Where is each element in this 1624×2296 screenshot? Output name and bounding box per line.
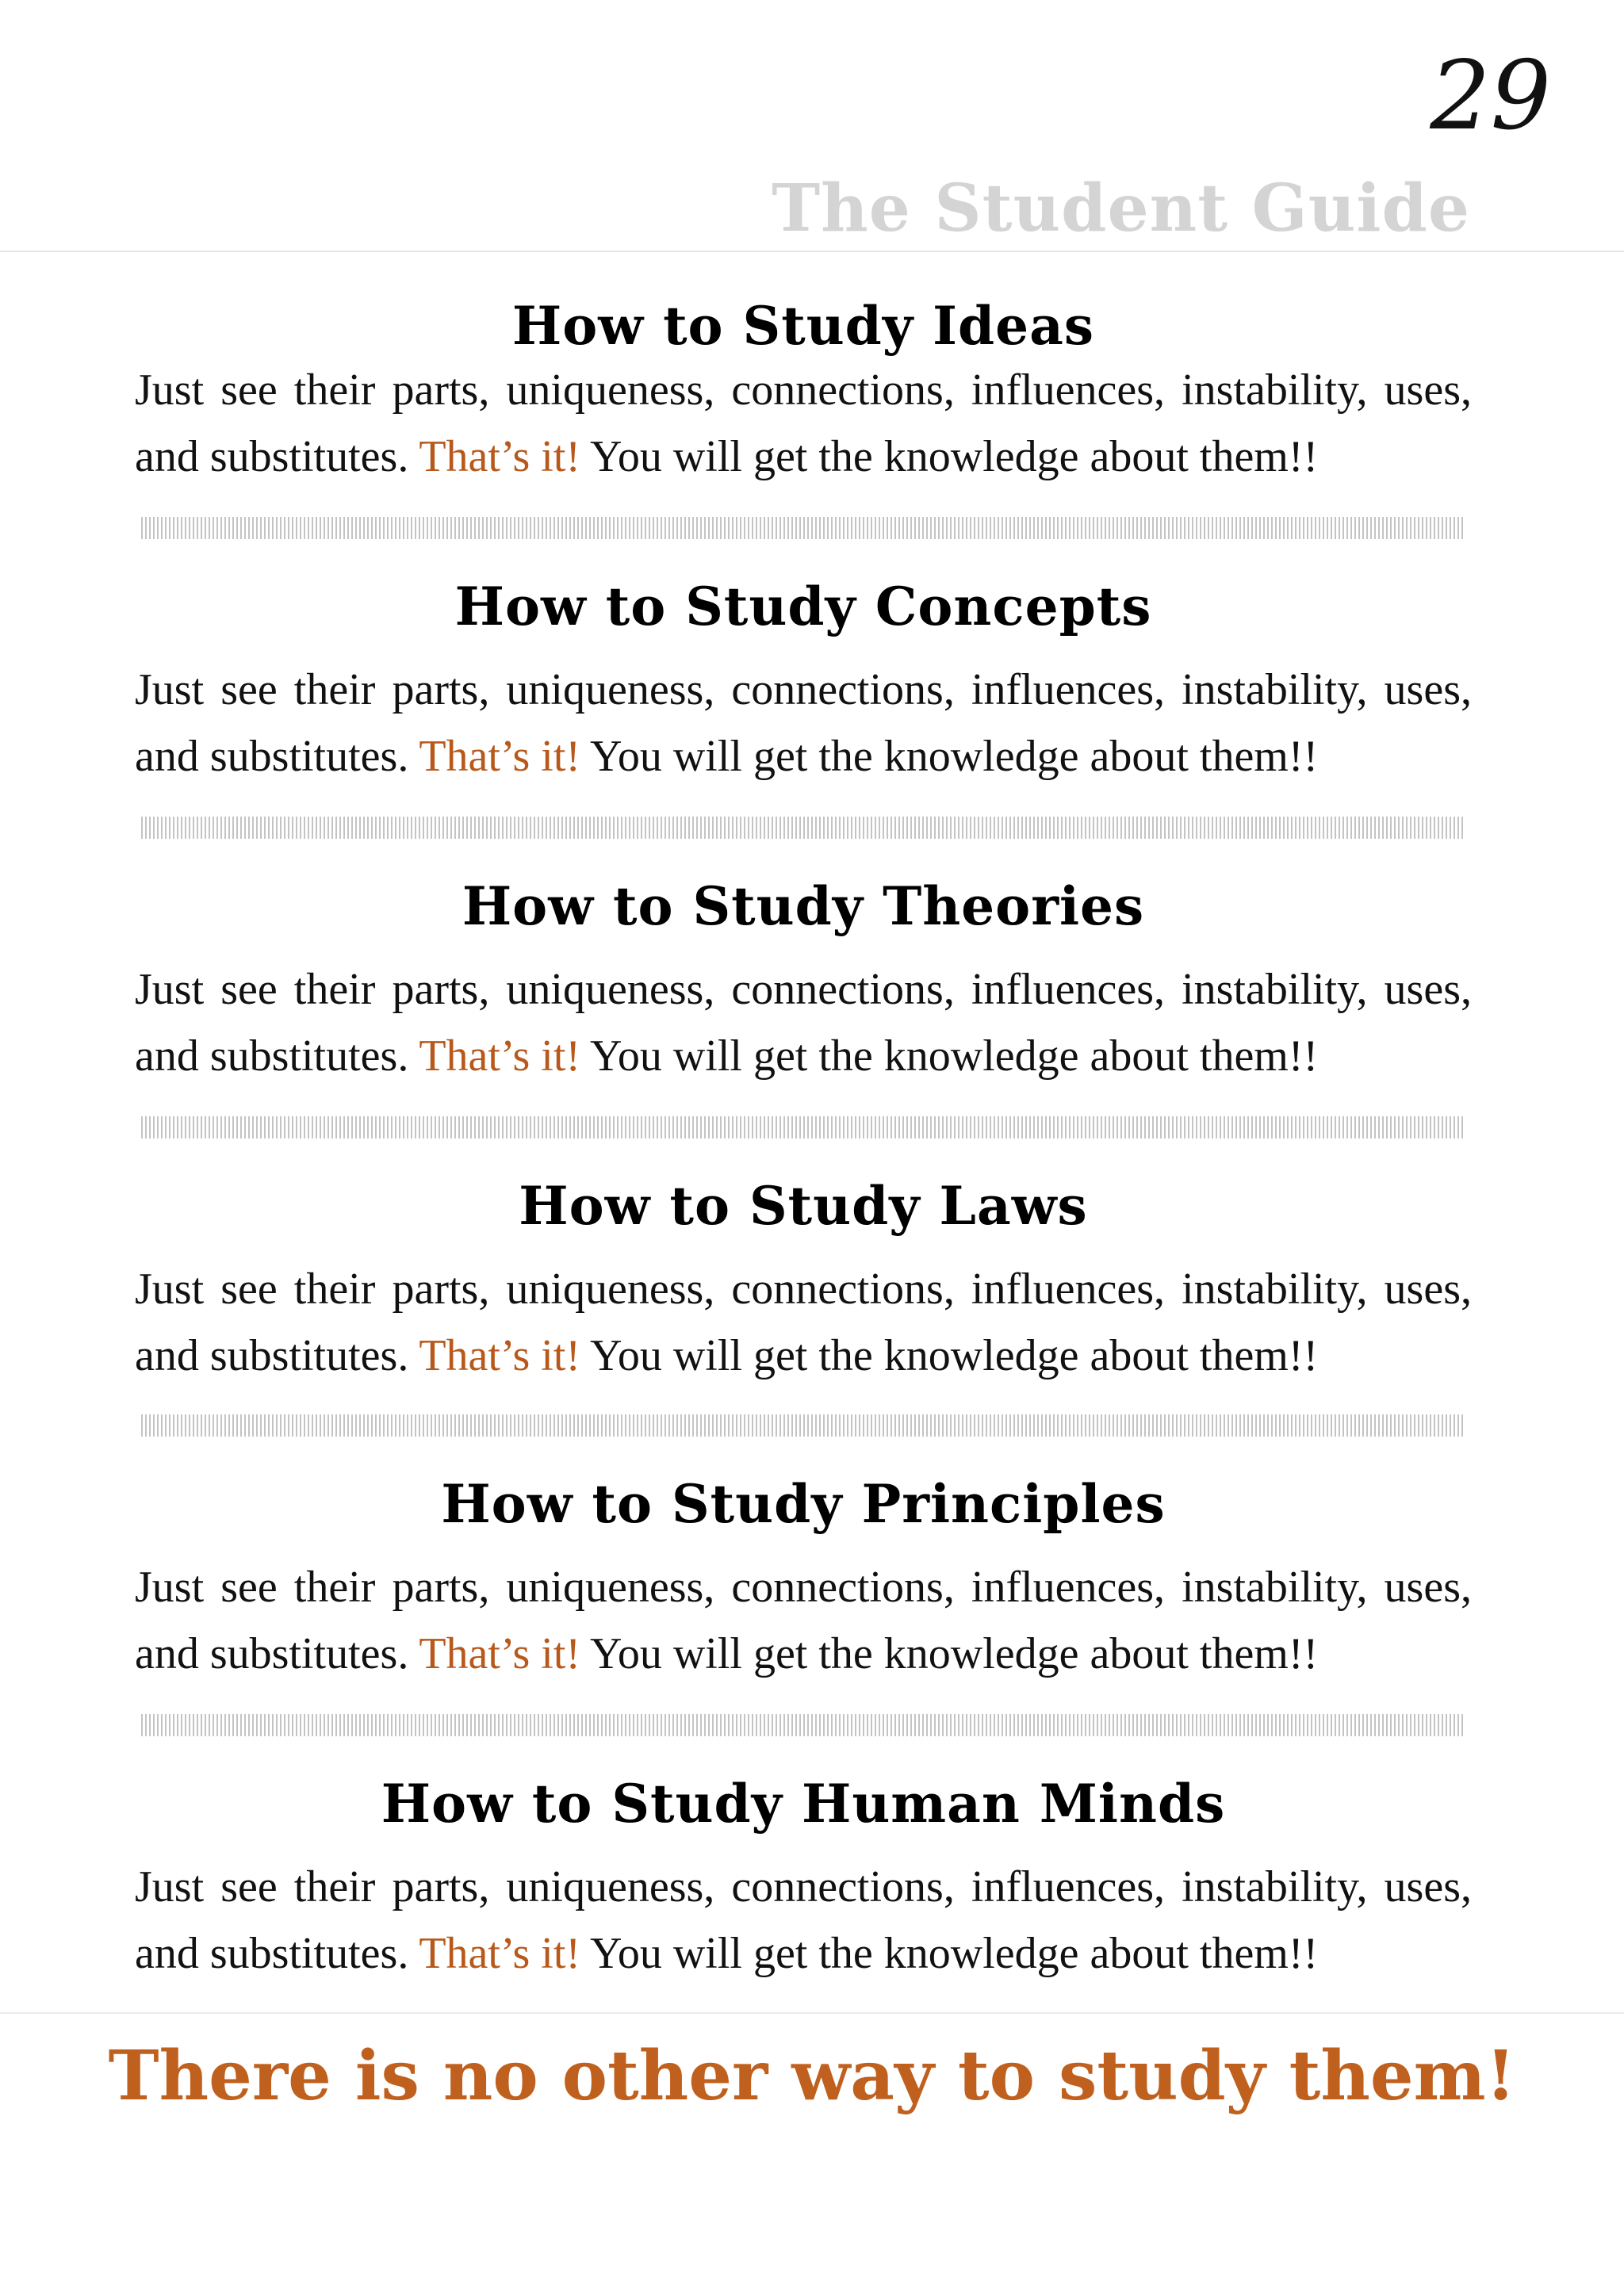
section-divider (141, 1116, 1465, 1138)
body-text: Just see their parts, uniqueness, connections, influences, instability, uses, and substitutes. (135, 1862, 1472, 1978)
body-text: Just see their parts, uniqueness, connections, influences, instability, uses, and substitutes. (135, 365, 1472, 481)
body-text: You will get the knowledge about them!! (580, 732, 1319, 781)
page-number: 29 (1430, 41, 1551, 151)
highlight-text: That’s it! (419, 1929, 581, 1978)
section-title: How to Study Laws (519, 1175, 1088, 1237)
section-body (135, 956, 1472, 1089)
section-laws (135, 1175, 1472, 1389)
section-title: How to Study Human Minds (381, 1773, 1226, 1835)
highlight-text: That’s it! (419, 1629, 581, 1678)
section-body (135, 1854, 1472, 1987)
section-divider (141, 1414, 1465, 1437)
section-divider (141, 1714, 1465, 1736)
section-divider (141, 517, 1465, 539)
section-body (135, 357, 1472, 490)
section-body (135, 656, 1472, 790)
footer-rule (0, 2012, 1624, 2014)
section-title: How to Study Theories (462, 875, 1145, 937)
section-title: How to Study Ideas (511, 295, 1095, 357)
section-ideas (135, 295, 1472, 490)
body-text: Just see their parts, uniqueness, connections, influences, instability, uses, and substitutes. (135, 1265, 1472, 1380)
running-head: The Student Guide (772, 170, 1470, 247)
highlight-text: That’s it! (419, 1031, 581, 1081)
body-text: You will get the knowledge about them!! (580, 432, 1319, 481)
section-title: How to Study Concepts (454, 576, 1152, 637)
section-title: How to Study Principles (441, 1473, 1166, 1535)
highlight-text: That’s it! (419, 1331, 581, 1380)
section-body (135, 1554, 1472, 1687)
section-divider (141, 817, 1465, 839)
body-text: You will get the knowledge about them!! (580, 1331, 1319, 1380)
header-rule (0, 251, 1624, 252)
body-text: You will get the knowledge about them!! (580, 1629, 1319, 1678)
body-text: Just see their parts, uniqueness, connections, influences, instability, uses, and substitutes. (135, 1563, 1472, 1678)
section-theories (135, 875, 1472, 1089)
section-concepts (135, 576, 1472, 790)
body-text: You will get the knowledge about them!! (580, 1929, 1319, 1978)
section-body (135, 1256, 1472, 1389)
section-principles (135, 1473, 1472, 1687)
section-human-minds (135, 1773, 1472, 1987)
body-text: You will get the knowledge about them!! (580, 1031, 1319, 1081)
highlight-text: That’s it! (419, 732, 581, 781)
body-text: Just see their parts, uniqueness, connections, influences, instability, uses, and substitutes. (135, 665, 1472, 781)
body-text: Just see their parts, uniqueness, connections, influences, instability, uses, and substitutes. (135, 965, 1472, 1081)
highlight-text: That’s it! (419, 432, 581, 481)
closing-statement: There is no other way to study them! (108, 2036, 1516, 2116)
